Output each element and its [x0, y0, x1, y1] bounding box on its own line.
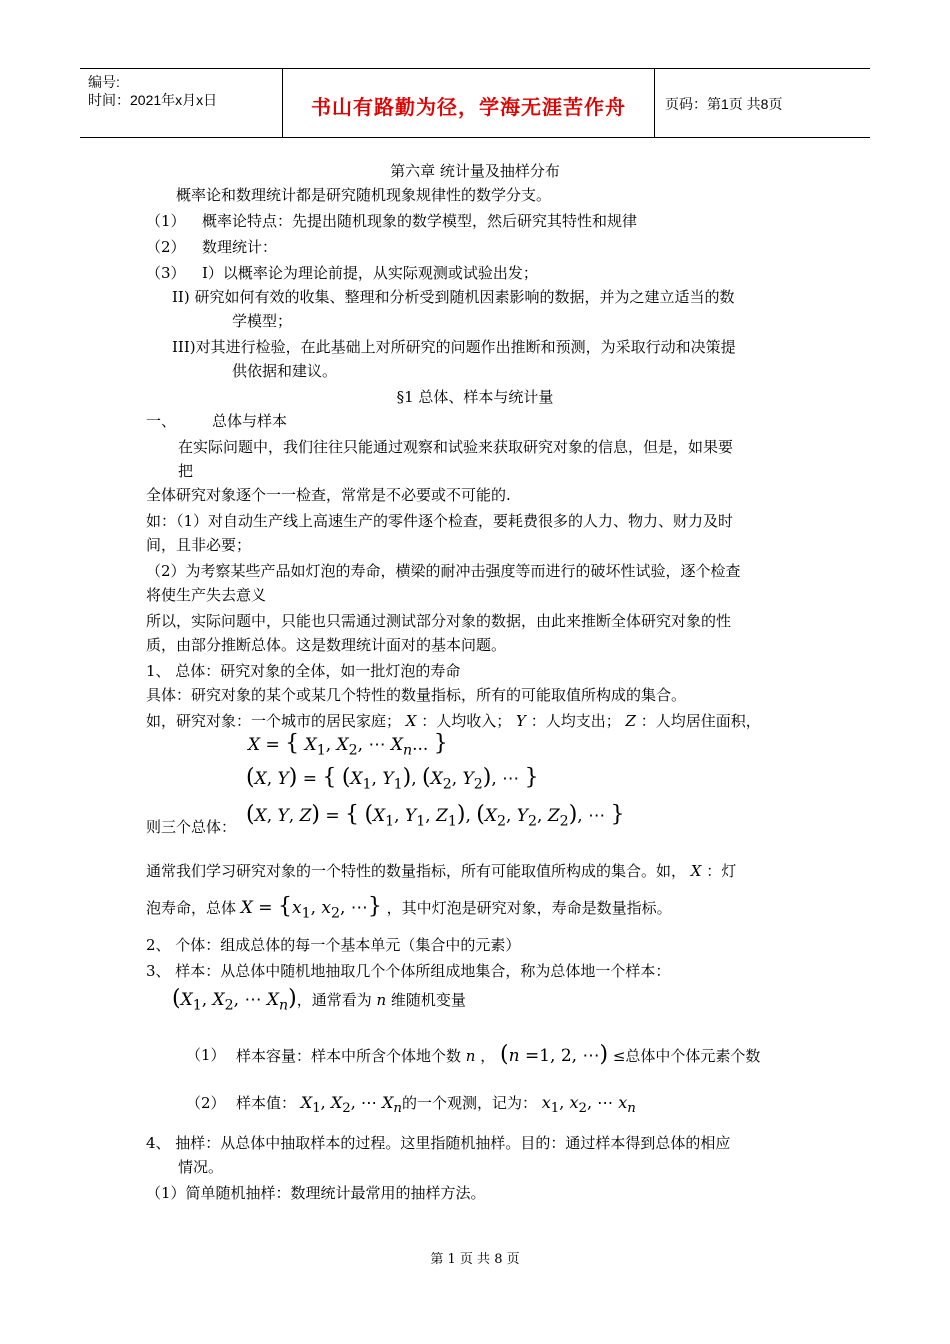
document-number-label: 编号: [88, 74, 120, 90]
paragraph-line: 把 [178, 462, 194, 480]
paragraph-line: 全体研究对象逐个一一检查，常常是不必要或不可能的. [146, 486, 511, 504]
list-item-number: （1） [146, 212, 186, 230]
sampling-definition: 4、 抽样：从总体中抽取样本的过程。这里指随机抽样。目的：通过样本得到总体的相应 [146, 1134, 731, 1152]
statistics-point-iii: III)对其进行检验，在此基础上对所研究的问题作出推断和预测，为采取行动和决策提 [172, 338, 736, 356]
chapter-title: 第六章 统计量及抽样分布 [390, 162, 560, 180]
statistics-point-ii: II) 研究如何有效的收集、整理和分析受到随机因素影响的数据，并为之建立适当的数 [172, 288, 735, 306]
simple-random-sampling: （1）简单随机抽样：数理统计最常用的抽样方法。 [146, 1184, 486, 1202]
header-motto: 书山有路勤为径，学海无涯苦作舟 [311, 97, 626, 119]
statistics-label: 数理统计： [202, 238, 278, 256]
probability-feature-text: 概率论特点：先提出随机现象的数学模型，然后研究其特性和规律 [202, 212, 638, 230]
sample-definition: 3、 样本：从总体中随机地抽取几个个体所组成地集合，称为总体地一个样本： [146, 962, 671, 980]
formula-xyz: (X, Y, Z) = { ($X_1$, $Y_1$, $Z_1$), ($X_2$, $Y_2$, $Z_2$), ⋯ } [246, 802, 625, 830]
statistics-point-ii-cont: 学模型； [232, 312, 293, 330]
section-title: §1 总体、样本与统计量 [396, 388, 554, 406]
paragraph-line: 在实际问题中，我们往往只能通过观察和试验来获取研究对象的信息，但是，如果要 [178, 438, 734, 456]
subsection-title: 总体与样本 [212, 412, 288, 430]
list-item-number: （1） [186, 1046, 226, 1064]
paragraph-line: 如：（1）对自动生产线上高速生产的零件逐个检查，要耗费很多的人力、物力、财力及时 [146, 512, 734, 530]
paragraph-line: 间，且非必要； [146, 536, 252, 554]
sample-value-line: 样本值： $X_1$, $X_2$, ⋯ $X_n$的一个观测，记为： $x_1$, $x_2$, ⋯ $x_n$ [236, 1093, 636, 1117]
paragraph-line: 通常我们学习研究对象的一个特性的数量指标，所有可能取值所构成的集合。如， X ：灯 [146, 862, 737, 880]
three-population-label: 则三个总体： [146, 818, 237, 836]
paragraph-line: （2）为考察某些产品如灯泡的寿命，横梁的耐冲击强度等而进行的破坏性试验，逐个检查 [146, 562, 741, 580]
formula-xy: (X, Y) = { ($X_1$, $Y_1$), ($X_2$, $Y_2$), ⋯ } [246, 765, 539, 793]
header-left-cell [80, 69, 283, 137]
population-detail: 具体：研究对象的某个或某几个特性的数量指标，所有的可能取值所构成的集合。 [146, 686, 687, 704]
header-center-cell [283, 69, 655, 137]
page-footer: 第 1 页 共 8 页 [430, 1252, 520, 1267]
paragraph-line: 所以，实际问题中，只能也只需通过测试部分对象的数据，由此来推断全体研究对象的性 [146, 612, 732, 630]
paragraph-line: 质，由部分推断总体。这是数理统计面对的基本问题。 [146, 636, 507, 654]
sample-vector-line: ($X_1$, $X_2$, ⋯ $X_n$)，通常看为 n 维随机变量 [172, 986, 466, 1014]
subsection-number: 一、 [146, 412, 177, 430]
header-page-info: 页码：第1页 共8页 [665, 96, 783, 112]
example-line: 如，研究对象：一个城市的居民家庭； X ：人均收入； Y ：人均支出； Z ：人均居住面积， [146, 712, 761, 730]
paragraph-line: 将使生产失去意义 [146, 586, 267, 604]
statistics-point-i: I）以概率论为理论前提，从实际观测或试验出发； [202, 264, 538, 282]
list-item-number: （2） [186, 1094, 226, 1112]
formula-x: X = { $X_1$, $X_2$, ⋯ $X_n$... } [248, 731, 448, 759]
population-definition: 1、 总体：研究对象的全体，如一批灯泡的寿命 [146, 662, 461, 680]
list-item-number: （2） [146, 238, 186, 256]
page-header [80, 68, 870, 138]
intro-text: 概率论和数理统计都是研究随机现象规律性的数学分支。 [176, 186, 552, 204]
individual-definition: 2、 个体：组成总体的每一个基本单元（集合中的元素） [146, 936, 521, 954]
list-item-number: （3） [146, 264, 186, 282]
sampling-definition-cont: 情况。 [178, 1158, 224, 1176]
statistics-point-iii-cont: 供依据和建议。 [232, 362, 338, 380]
document-time-label: 时间：2021年x月x日 [88, 92, 218, 108]
paragraph-line: 泡寿命，总体 $X = \{x_1$, $x_2$, ⋯} ，其中灯泡是研究对象，寿命是数量指标。 [146, 894, 672, 922]
sample-size-line: 样本容量：样本中所含个体地个数 n ， (n =1, 2, ⋯) ≤总体中个体元素个数 [236, 1042, 761, 1067]
header-right-cell [655, 69, 870, 137]
